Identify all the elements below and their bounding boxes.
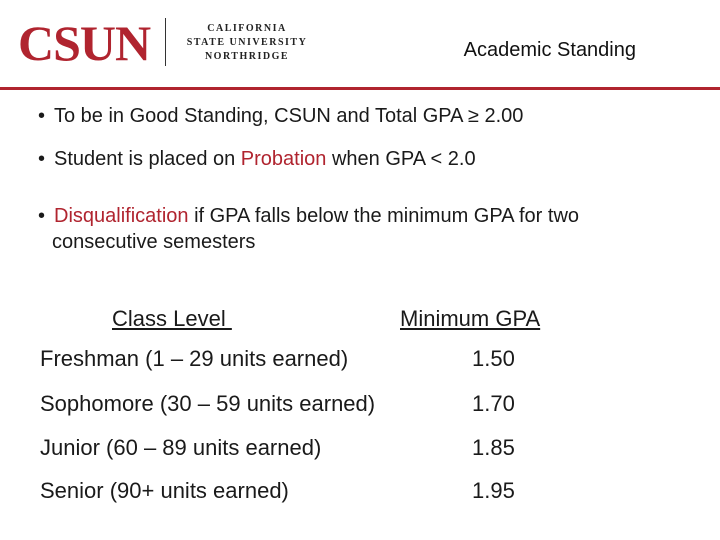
bullet-dot: • <box>38 105 46 127</box>
disqualification-term: Disqualification <box>54 205 189 227</box>
bullet-good-standing-text: To be in Good Standing, CSUN and Total GPA ≥ 2.00 <box>54 105 524 127</box>
class-level-cell: Sophomore (30 – 59 units earned) <box>40 391 376 416</box>
csun-logo-wordmark: CSUN <box>18 15 151 71</box>
logo-divider <box>165 18 166 66</box>
logo-line-state-university: STATE UNIVERSITY <box>186 37 308 48</box>
class-level-cell: Junior (60 – 89 units earned) <box>40 435 322 460</box>
slide-title: Academic Standing <box>463 39 636 61</box>
column-header-minimum-gpa: Minimum GPA <box>400 306 541 331</box>
class-level-cell: Senior (90+ units earned) <box>40 478 289 503</box>
bullet-dot: • <box>38 205 46 227</box>
bullet-probation-pre: Student is placed on <box>54 148 241 170</box>
table-row <box>40 433 680 463</box>
table-row <box>40 389 680 419</box>
minimum-gpa-cell: 1.95 <box>472 478 515 503</box>
class-level-cell: Freshman (1 – 29 units earned) <box>40 346 349 371</box>
bullet-probation <box>38 146 476 172</box>
bullet-probation-post: when GPA < 2.0 <box>326 148 476 170</box>
column-header-class-level: Class Level <box>112 306 232 331</box>
bullet-good-standing <box>38 103 523 129</box>
logo-line-california: CALIFORNIA <box>207 23 287 34</box>
minimum-gpa-cell: 1.85 <box>472 435 515 460</box>
minimum-gpa-cell: 1.50 <box>472 346 515 371</box>
logo-line-northridge: NORTHRIDGE <box>204 51 290 62</box>
header-divider <box>0 87 720 90</box>
university-name-lockup <box>177 22 317 64</box>
bullet-disqualification-text: if GPA falls below the minimum GPA for two <box>188 205 580 227</box>
bullet-dot: • <box>38 148 46 170</box>
bullet-disqualification-continuation: consecutive semesters <box>52 231 256 253</box>
bullet-disqualification <box>38 203 708 255</box>
table-row <box>40 476 680 506</box>
probation-term: Probation <box>240 148 327 170</box>
table-row <box>40 344 680 374</box>
minimum-gpa-cell: 1.70 <box>472 391 515 416</box>
